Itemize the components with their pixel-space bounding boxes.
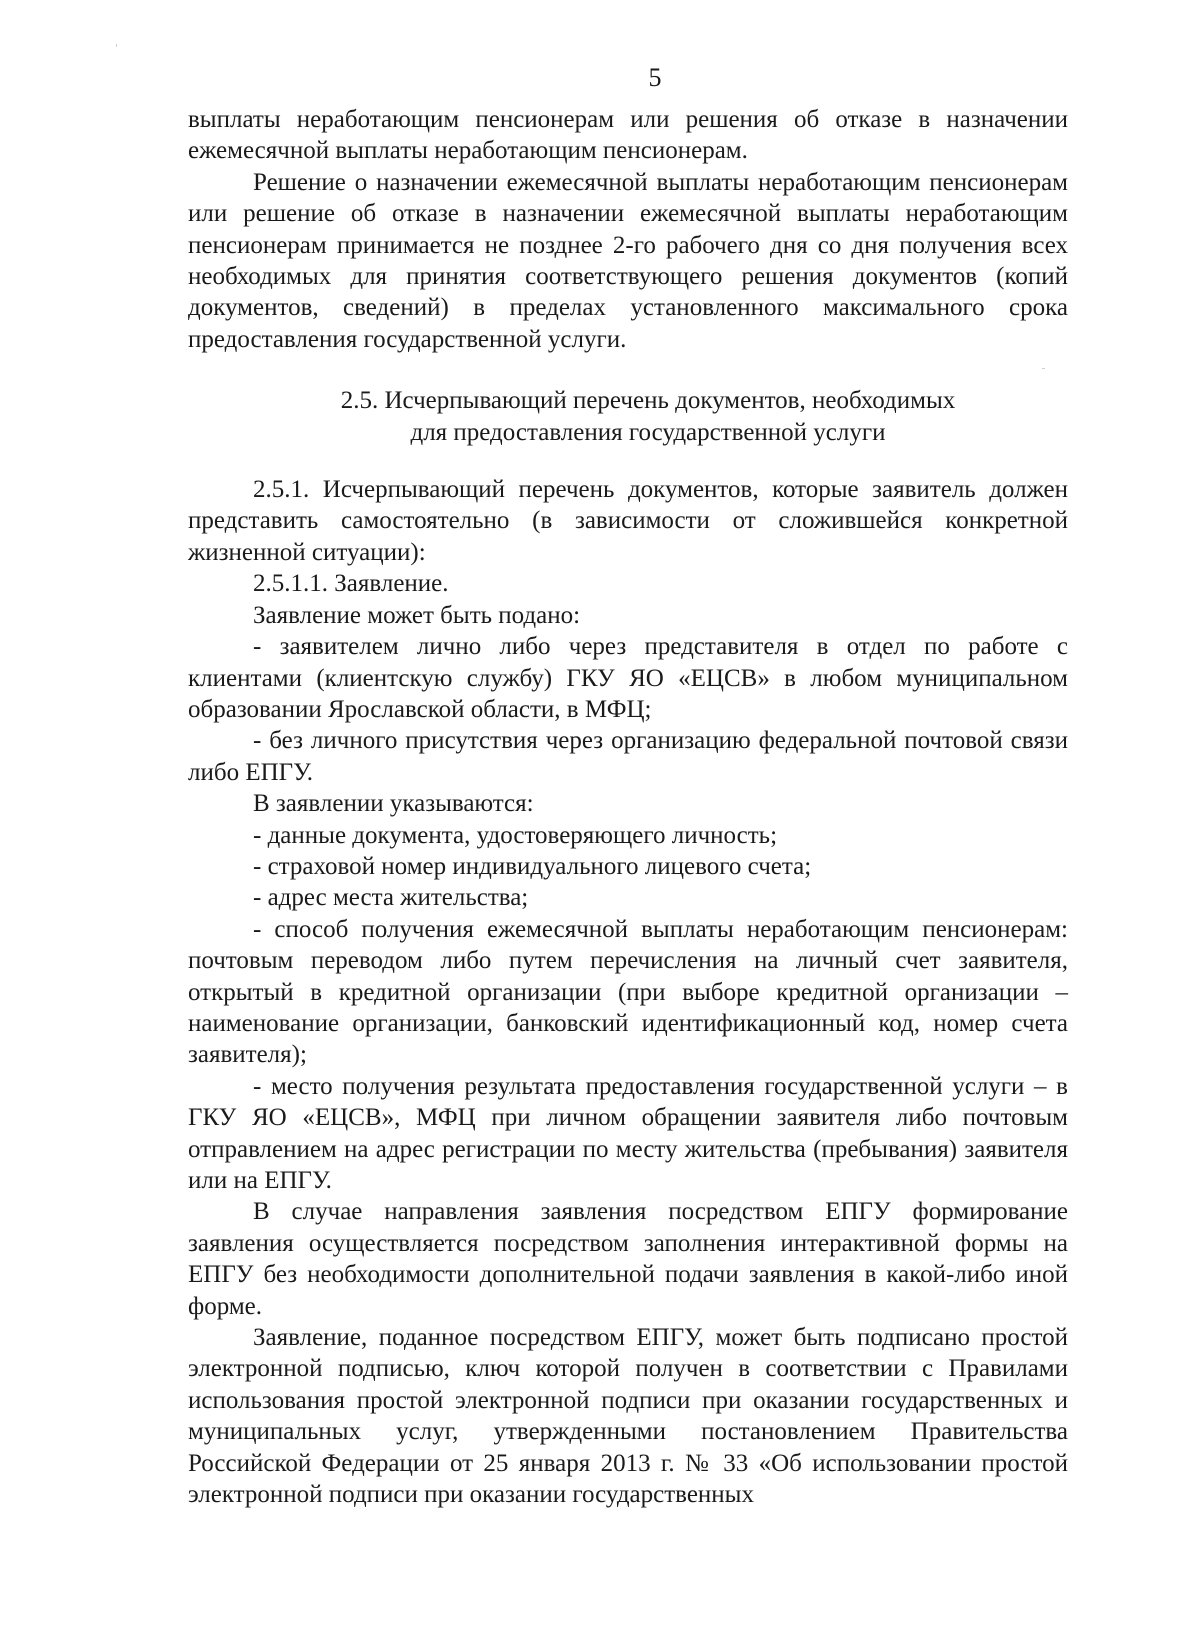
scan-speck: [116, 44, 117, 47]
paragraph-2-5-1: 2.5.1. Исчерпывающий перечень документов, которые заявитель должен представить самостоятельно (в зависимости от сложившейся конкретной жизненной ситуации):: [188, 476, 1068, 566]
list-item-address: - адрес места жительства;: [253, 884, 529, 912]
section-heading-line-1: 2.5. Исчерпывающий перечень документов, необходимых: [340, 387, 956, 415]
list-item-identity-document: - данные документа, удостоверяющего личность;: [253, 821, 778, 849]
paragraph-application-contents: В заявлении указываются:: [253, 790, 534, 818]
list-item-in-person: - заявителем лично либо через представителя в отдел по работе с клиентами (клиентскую службу) ГКУ ЯО «ЕЦСВ» в любом муниципальном образовании Ярославской области, в МФЦ;: [188, 633, 1068, 723]
page-number: 5: [648, 63, 662, 92]
list-item-payment-method: - способ получения ежемесячной выплаты неработающим пенсионерам: почтовым переводом либо путем перечисления на личный счет заявителя, открытый в кредитной организации (при выборе кредитной организации – наименование организации, банковский идентификационный код, номер счета заявителя);: [188, 915, 1068, 1069]
paragraph-continuation: выплаты неработающим пенсионерам или решения об отказе в назначении ежемесячной выплаты неработающим пенсионерам.: [188, 106, 1068, 165]
paragraph-submission-intro: Заявление может быть подано:: [253, 601, 581, 629]
document-body: [188, 104, 1068, 1510]
section-heading: [188, 385, 1068, 448]
scan-speck: [1042, 368, 1045, 369]
section-heading-line-2: для предоставления государственной услуги: [410, 418, 886, 446]
list-item-remote: - без личного присутствия через организацию федеральной почтовой связи либо ЕПГУ.: [188, 727, 1068, 786]
list-item-snils: - страховой номер индивидуального лицевого счета;: [253, 852, 812, 880]
paragraph-decision-deadline: Решение о назначении ежемесячной выплаты неработающим пенсионерам или решение об отказе в назначении ежемесячной выплаты неработающим пенсионерам принимается не позднее 2-го рабочего дня со дня получения всех необходимых для принятия соответствующего решения документов (копий документов, сведений) в пределах установленного максимального срока предоставления государственной услуги.: [188, 168, 1068, 353]
paragraph-epgu-form: В случае направления заявления посредством ЕПГУ формирование заявления осуществляется посредством заполнения интерактивной формы на ЕПГУ без необходимости дополнительной подачи заявления в какой-либо иной форме.: [188, 1198, 1068, 1320]
paragraph-2-5-1-1: 2.5.1.1. Заявление.: [253, 570, 449, 598]
list-item-result-delivery: - место получения результата предоставления государственной услуги – в ГКУ ЯО «ЕЦСВ», МФЦ при личном обращении заявителя либо почтовым отправлением на адрес регистрации по месту жительства (пребывания) заявителя или на ЕПГУ.: [188, 1072, 1068, 1194]
paragraph-electronic-signature: Заявление, поданное посредством ЕПГУ, может быть подписано простой электронной подписью, ключ которой получен в соответствии с Правилами использования простой электронной подписи при оказании государственных и муниципальных услуг, утвержденными постановлением Правительства Российской Федерации от 25 января 2013 г. № 33 «Об использовании простой электронной подписи при оказании государственных: [188, 1324, 1068, 1509]
